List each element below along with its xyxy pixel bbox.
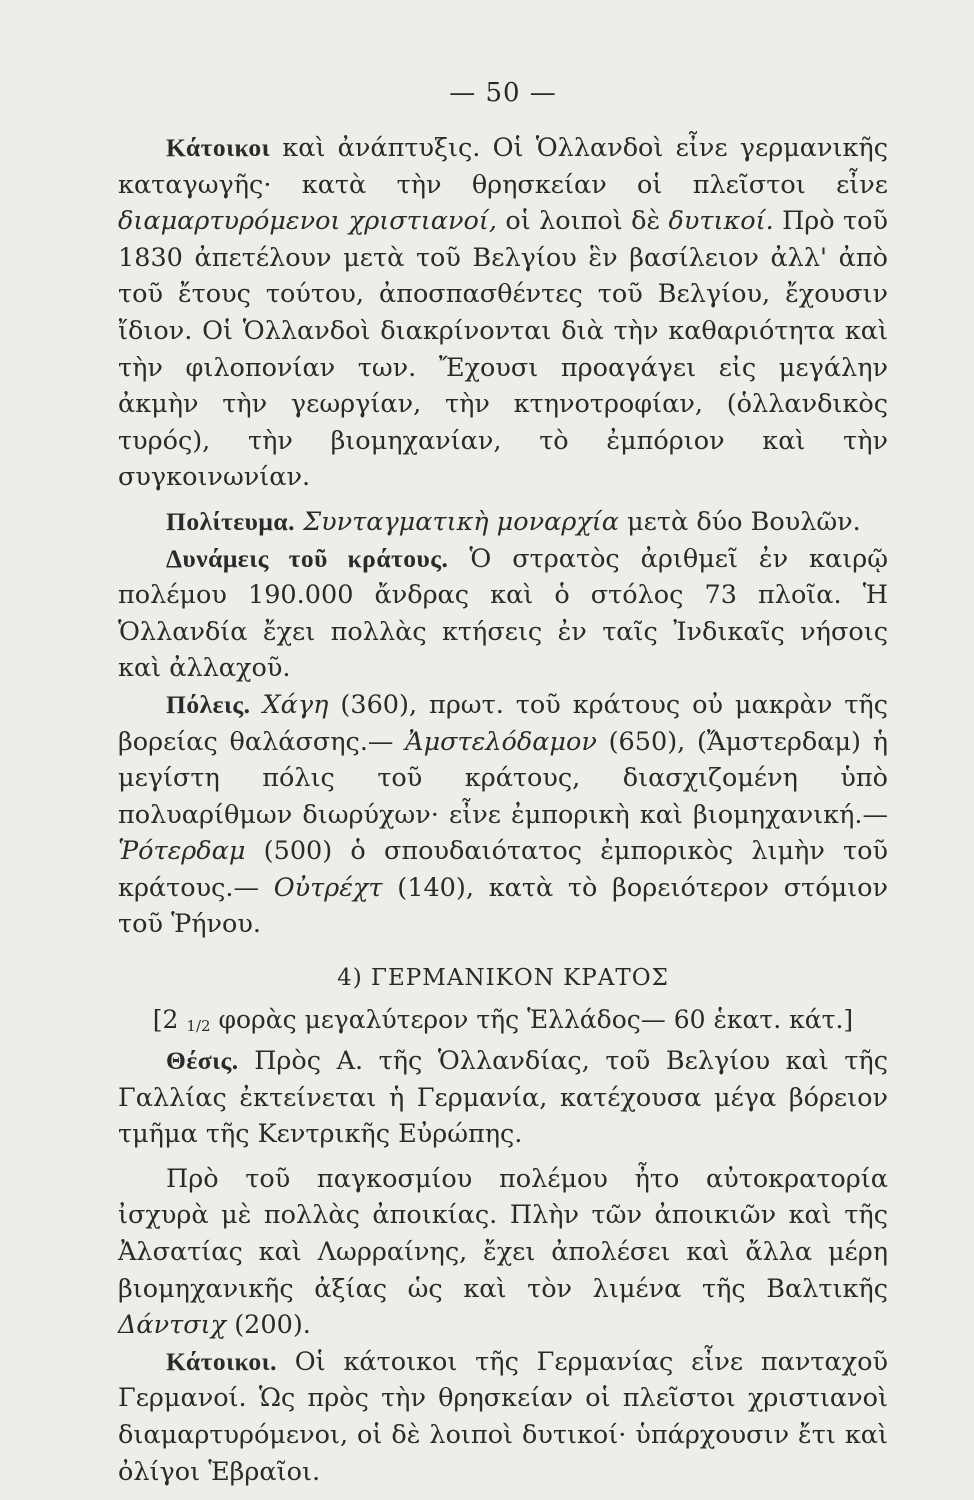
text-run: (200). [226,1310,311,1341]
text-run: φορὰς μεγαλύτερον τῆς Ἑλλάδος— 60 ἑκατ. κάτ.] [210,1005,854,1035]
text-run: (650), (Ἄμστερδαμ) ἡ μεγίστη πόλις τοῦ κράτους, διασχιζομένη ὑπὸ πολυαρίθμων διωρύχων· εἶνε ἐμπορικὴ καὶ βιομηχανική.— [118,726,888,830]
paragraph-history [118,1161,888,1344]
city-name: Δάντσιχ [118,1310,227,1341]
heading-position: Θέσις. [166,1046,239,1076]
section-title-germany: 4) ΓΕΡΜΑΝΙΚΟΝ ΚΡΑΤΟΣ [337,965,669,992]
text-run: (140), κατὰ τὸ βορειότερον στόμιον τοῦ Ῥήνου. [118,872,889,940]
text-run: Πρὸ τοῦ 1830 ἀπετέλουν μετὰ τοῦ Βελγίου ἓν βασίλειον ἀλλ' ἀπὸ τοῦ ἔτους τούτου, ἀποσπασθέντες τοῦ Βελγίου, ἔχουσιν ἴδιον. Οἱ Ὁλλανδοὶ διακρίνονται διὰ τὴν καθαριότητα καὶ τὴν φιλοπονίαν των. Ἔχουσι προαγάγει εἰς μεγάλην ἀκμὴν τὴν γεωργίαν, τὴν κτηνοτροφίαν, (ὁλλανδικὸς τυρός), τὴν βιομηχανίαν, τὸ ἐμπόριον καὶ τὴν συγκοινωνίαν. [118,206,888,493]
paragraph-inhabitants-germany [118,1344,888,1490]
paragraph-polity [118,504,888,541]
heading-cities: Πόλεις. [166,689,251,719]
city-name: Ῥότερδαμ [118,836,246,867]
text-run: οἱ λοιποὶ δὲ [496,206,669,237]
germany-size-note [118,1005,888,1035]
text-run: Ὁ στρατὸς ἀριθμεῖ ἐν καιρῷ πολέμου 190.000 ἄνδρας καὶ ὁ στόλος 73 πλοῖα. Ἡ Ὁλλανδία ἔχει πολλὰς κτήσεις ἐν ταῖς Ἰνδικαῖς νήσοις καὶ ἀλλαχοῦ. [118,543,888,684]
text-run: [2 [152,1005,187,1035]
city-name: Οὐτρέχτ [273,872,383,903]
text-run: (360), πρωτ. τοῦ κράτους οὐ μακρὰν τῆς βορείας θαλάσσης.— [118,689,888,757]
city-name: Χάγη [262,689,329,720]
text-run: Πρὸ τοῦ παγκοσμίου πολέμου ἦτο αὐτοκρατορία ἰσχυρὰ μὲ πολλὰς ἀποικίας. Πλὴν τῶν ἀποικιῶν καὶ τῆς Ἀλσατίας καὶ Λωρραίνης, ἔχει ἀπολέσει καὶ ἄλλα μέρη βιομηχανικῆς ἀξίας ὡς καὶ τὸν λιμένα τῆς Βαλτικῆς [118,1163,888,1304]
paragraph-inhabitants-netherlands [118,130,888,496]
text-run: μετὰ δύο Βουλῶν. [619,506,861,537]
page-number: — 50 — [449,78,557,108]
text-run: Οἱ κάτοικοι τῆς Γερμανίας εἶνε πανταχοῦ Γερμανοί. Ὡς πρὸς τὴν θρησκείαν οἱ πλεῖστοι χριστιανοὶ διαμαρτυρόμενοι, οἱ δὲ λοιποὶ δυτικοί· ὑπάρχουσιν ἔτι καὶ ὀλίγοι Ἑβραῖοι. [118,1346,888,1487]
text-emphasis: δυτικοί. [668,206,774,237]
text-emphasis: Συνταγματικὴ μοναρχία [303,506,619,537]
text-run: Οἱ Ὁλλανδοὶ εἶνε γερμανικῆς καταγωγῆς· κατὰ τὴν θρησκείαν οἱ πλεῖστοι εἶνε [118,133,888,200]
text-run: Πρὸς Α. τῆς Ὁλλανδίας, τοῦ Βελγίου καὶ τῆς Γαλλίας ἐκτείνεται ἡ Γερμανία, κατέχουσα μέγα βόρειον τμῆμα τῆς Κεντρικῆς Εὐρώπης. [118,1046,888,1150]
city-name: Ἀμστελόδαμον [405,726,597,757]
paragraph-position [118,1043,888,1153]
paragraph-cities [118,687,888,943]
fraction: 1/2 [186,1017,211,1036]
inhabitants-intro: καὶ ἀνάπτυξις. [270,133,481,163]
heading-inhabitants: Κάτοικοι [166,133,271,162]
heading-inhabitants-germany: Κάτοικοι. [166,1346,277,1376]
text-emphasis: διαμαρτυρόμενοι χριστιανοί, [118,206,497,237]
text-run: (500) ὁ σπουδαιότατος ἐμπορικὸς λιμὴν τοῦ κράτους.— [118,836,888,903]
heading-forces: Δυνάμεις τοῦ κράτους. [166,543,449,573]
heading-polity: Πολίτευμα. [166,506,295,536]
paragraph-forces [118,541,888,687]
